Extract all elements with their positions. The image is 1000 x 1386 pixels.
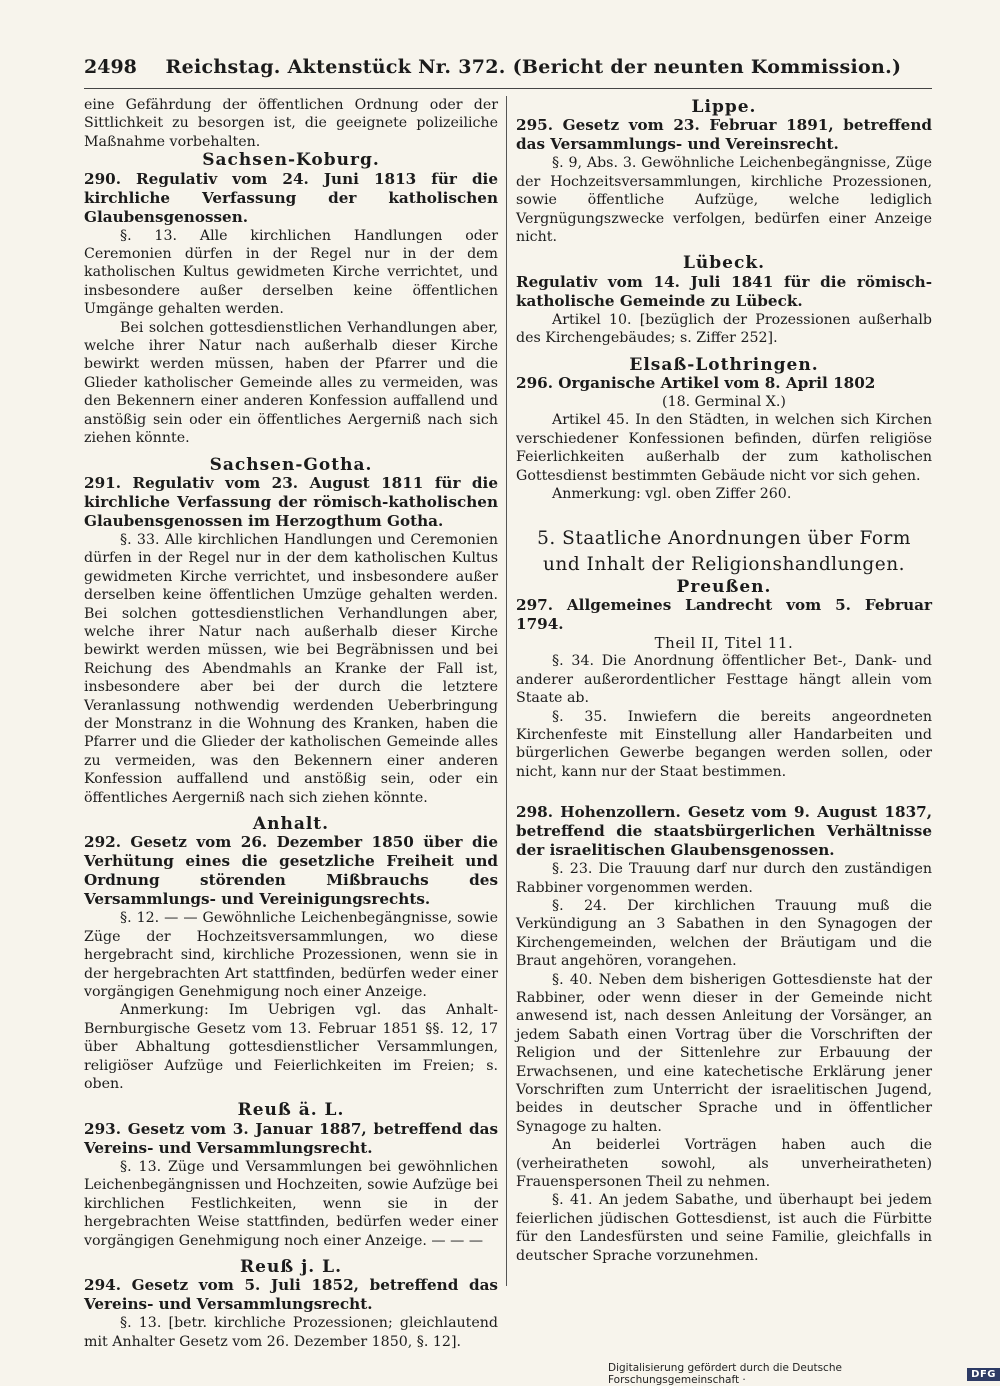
- law-heading-291: 291. Regulativ vom 23. August 1811 für die kirchliche Verfassung der römisch-katholischen Glaubensgenossen im Herzogthum Gotha.: [84, 473, 498, 530]
- page-header: [84, 50, 930, 84]
- law-heading-297: 297. Allgemeines Landrecht vom 5. Februar 1794.: [516, 595, 932, 633]
- note-paragraph: Anmerkung: vgl. oben Ziffer 260.: [552, 486, 792, 503]
- paragraph: §. 35. Inwiefern die bereits angeordneten Kirchenfeste mit Einstellung aller Handarbeiten und bürgerlichen Gewerbe begangen werden sollen, oder nicht, kann nur der Staat bestimmen.: [516, 708, 932, 780]
- paragraph: §. 23. Die Trauung darf nur durch den zuständigen Rabbiner vorgenommen werden.: [516, 861, 932, 896]
- intro-paragraph: eine Gefährdung der öffentlichen Ordnung oder der Sittlichkeit zu besorgen ist, die geeignete polizeiliche Maßnahme vorbehalten.: [84, 97, 498, 150]
- law-heading-292: 292. Gesetz vom 26. Dezember 1850 über die Verhütung eines die gesetzliche Freiheit und Ordnung störenden Mißbrauchs des Versammlungs- und Vereinigungsrechts.: [84, 833, 498, 909]
- paragraph: §. 12. — — Gewöhnliche Leichenbegängnisse, sowie Züge der Hochzeitsversammlungen, wo diese hergebracht sind, kirchliche Prozessionen, wenn sie in der hergebrachten Art stattfinden, bedürfen weder einer vorgängigen Genehmigung noch einer Anzeige.: [84, 910, 498, 1001]
- state-heading-sachsen-gotha: Sachsen-Gotha.: [209, 454, 373, 475]
- section-heading: 5. Staatliche Anordnungen über Form und Inhalt der Religionshandlungen.: [537, 527, 911, 575]
- law-heading-293: 293. Gesetz vom 3. Januar 1887, betreffend das Vereins- und Versammlungsrecht.: [84, 1119, 498, 1157]
- paragraph: §. 40. Neben dem bisherigen Gottesdienste hat der Rabbiner, oder wenn dieser in der Gemeinde nicht anwesend ist, nach dessen Anleitung der Vorsänger, an jedem Sabath einen Vortrag über die Vorschriften der Religion und der Sittenlehre zur Erbauung der Erwachsenen, und eine katechetische Erklärung jener Vorschriften zum Unterricht der israelitischen Jugend, beides in deutscher Sprache und in öffentlicher Synagoge zu halten.: [516, 971, 932, 1135]
- paragraph: §. 41. An jedem Sabathe, und überhaupt bei jedem feierlichen jüdischen Gottesdienst, ist auch die Fürbitte für den Landesfürsten und seine Familie, gleichfalls in deutscher Sprache vorzunehmen.: [516, 1192, 932, 1264]
- paragraph: §. 13. Züge und Versammlungen bei gewöhnlichen Leichenbegängnissen und Hochzeiten, sowie Aufzüge bei kirchlichen Festlichkeiten, wenn sie in der hergebrachten Weise stattfinden, bedürfen weder einer vorgängigen Genehmigung noch einer Anzeige. — — —: [84, 1158, 498, 1249]
- paragraph: Artikel 45. In den Städten, in welchen sich Kirchen verschiedener Konfessionen befinden, dürfen religiöse Feierlichkeiten außerhalb der zum katholischen Gottesdienst bestimmten Gebäude nicht vor sich gehen.: [516, 412, 932, 484]
- state-heading-preussen: Preußen.: [676, 576, 772, 597]
- paragraph: Artikel 10. [bezüglich der Prozessionen außerhalb des Kirchengebäudes; s. Ziffer 252].: [516, 311, 932, 347]
- running-title: Reichstag. Aktenstück Nr. 372. (Bericht der neunten Kommission.): [165, 56, 902, 78]
- footer-credit: [608, 1362, 1000, 1386]
- law-heading-290: 290. Regulativ vom 24. Juni 1813 für die kirchliche Verfassung der katholischen Glaubensgenossen.: [84, 169, 498, 226]
- state-heading-sachsen-koburg: Sachsen-Koburg.: [202, 150, 380, 171]
- law-heading-296: 296. Organische Artikel vom 8. April 1802: [516, 374, 876, 393]
- state-heading-reuss-ael: Reuß ä. L.: [237, 1100, 345, 1121]
- paragraph: §. 13. Alle kirchlichen Handlungen oder Ceremonien dürfen in der Regel nur in der dem katholischen Kultus gewidmeten Kirche verrichtet, und insbesondere außer derselben keine öffentlichen Umgänge gehalten werden.: [84, 227, 498, 318]
- state-heading-reuss-jl: Reuß j. L.: [240, 1256, 342, 1277]
- note-paragraph: Anmerkung: Im Uebrigen vgl. das Anhalt-Bernburgische Gesetz vom 13. Februar 1851 §§. 12, 17 über Abhaltung gottesdienstlicher Versammlungen, religiöser Aufzüge und Feierlichkeiten im Freien; s. oben.: [84, 1002, 498, 1093]
- law-subtitle: Theil II, Titel 11.: [654, 633, 794, 652]
- law-heading-295: 295. Gesetz vom 23. Februar 1891, betreffend das Versammlungs- und Vereinsrecht.: [516, 116, 932, 154]
- left-column: [84, 96, 498, 1351]
- paragraph: An beiderlei Vorträgen haben auch die (verheiratheten sowohl, als unverheiratheten) Frauenspersonen Theil zu nehmen.: [516, 1137, 932, 1191]
- paragraph: §. 9, Abs. 3. Gewöhnliche Leichenbegängnisse, Züge der Hochzeitsversammlungen, kirchliche Prozessionen, sowie öffentliche Aufzüge, welche lediglich Vergnügungszwecke verfolgen, bedürfen einer Anzeige nicht.: [516, 155, 932, 246]
- paragraph: §. 33. Alle kirchlichen Handlungen und Ceremonien dürfen in der Regel nur in der dem katholischen Kultus gewidmeten Kirche verrichtet, und insbesondere außer derselben keine öffentlichen Umzüge gehalten werden. Bei solchen gottesdienstlichen Verhandlungen aber, welche ihrer Natur nach außerhalb dieser Kirche bewirkt werden müssen, wie bei Begräbnissen und bei Reichung des Abendmahls an Kranke der Fall ist, insbesondere aber bei der durch die letztere Veranlassung nothwendig werdenden Ueberbringung der Monstranz in die Wohnung des Kranken, haben die Pfarrer und die Glieder der katholischen Gemeinde alles zu vermeiden, was den Bekennern einer anderen Konfession auffallend und anstößig sein, oder ein öffentliches Aergerniß nach sich ziehen könnte.: [84, 531, 498, 806]
- column-divider: [506, 96, 507, 1286]
- state-heading-luebeck: Lübeck.: [682, 253, 766, 274]
- law-heading-298: 298. Hohenzollern. Gesetz vom 9. August 1837, betreffend die staatsbürgerlichen Verhältnisse der israelitischen Glaubensgenossen.: [516, 803, 932, 860]
- state-heading-lippe: Lippe.: [691, 97, 757, 117]
- state-heading-anhalt: Anhalt.: [252, 814, 330, 834]
- right-column: [516, 96, 932, 1265]
- paragraph: Bei solchen gottesdienstlichen Verhandlungen aber, welche ihrer Natur nach außerhalb dieser Kirche bewirkt werden müssen, haben der Pfarrer und die Glieder katholischer Gemeinde alles zu vermeiden, was den Bekennern einer anderen Konfession auffallend und anstößig sein oder ein öffentliches Aergerniß nach sich ziehen könnte.: [84, 319, 498, 447]
- law-heading-294: 294. Gesetz vom 5. Juli 1852, betreffend das Vereins- und Versammlungsrecht.: [84, 1276, 498, 1314]
- law-subtitle: (18. Germinal X.): [662, 394, 786, 411]
- page-number: 2498: [84, 56, 137, 78]
- paragraph: §. 13. [betr. kirchliche Prozessionen; gleichlautend mit Anhalter Gesetz vom 26. Dezember 1850, §. 12].: [84, 1315, 498, 1350]
- footer-text: Digitalisierung gefördert durch die Deutsche Forschungsgemeinschaft ·: [608, 1362, 842, 1386]
- paragraph: §. 24. Der kirchlichen Trauung muß die Verkündigung an 3 Sabathen in den Synagogen der Kirchengemeinden, welchen der Bräutigam und die Braut angehören, vorangehen.: [516, 897, 932, 970]
- law-heading-luebeck: Regulativ vom 14. Juli 1841 für die römisch-katholische Gemeinde zu Lübeck.: [516, 272, 932, 310]
- dfg-logo: DFG: [967, 1368, 1000, 1381]
- paragraph: §. 34. Die Anordnung öffentlicher Bet-, Dank- und anderer außerordentlicher Festtage hängt allein vom Staate ab.: [516, 653, 932, 707]
- header-rule: [84, 88, 932, 89]
- state-heading-elsass-lothringen: Elsaß-Lothringen.: [629, 354, 819, 375]
